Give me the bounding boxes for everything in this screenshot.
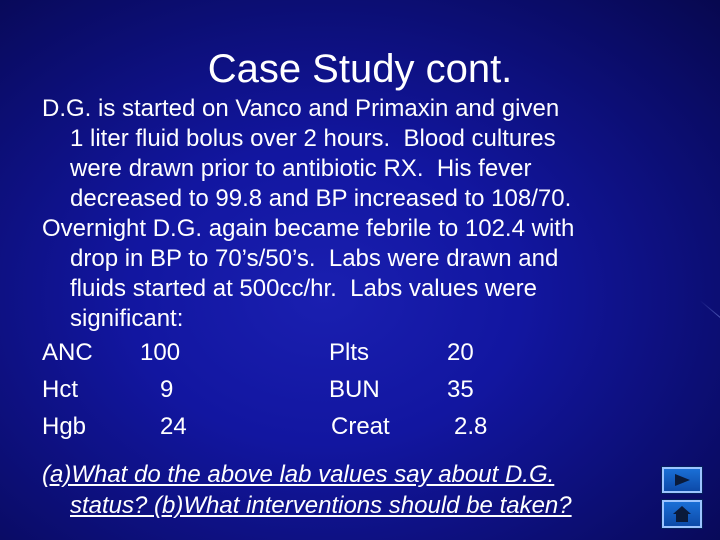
paragraph-line: 1 liter fluid bolus over 2 hours. Blood cultures [70,125,556,152]
lab-row [42,371,682,408]
paragraph-line: significant: [70,305,184,332]
paragraph-line: fluids started at 500cc/hr. Labs values were [70,275,537,302]
lab-value: 2.8 [454,413,488,440]
lab-value: 100 [140,339,181,366]
lab-name: Hgb [42,413,87,440]
paragraph-line: were drawn prior to antibiotic RX. His fever [70,155,532,182]
decorative-streak [700,300,720,326]
paragraph-line: Overnight D.G. again became febrile to 102.4 with [42,215,575,242]
discussion-question[interactable] [42,459,690,521]
paragraph-line: D.G. is started on Vanco and Primaxin and given [42,95,560,122]
lab-value: 24 [160,413,187,440]
question-line[interactable]: status? (b)What interventions should be taken? [70,492,572,519]
lab-value: 20 [447,339,474,366]
lab-name: BUN [329,376,380,403]
home-icon [670,504,694,524]
slide-title: Case Study cont. [207,47,513,91]
play-next-icon [670,472,694,488]
paragraph-overnight [42,214,682,334]
paragraph-line: decreased to 99.8 and BP increased to 108/70. [70,185,572,212]
next-slide-button[interactable] [662,467,702,493]
lab-row [42,334,682,371]
lab-value: 9 [160,376,174,403]
paragraph-line: drop in BP to 70’s/50’s. Labs were drawn and [70,245,559,272]
home-button[interactable] [662,500,702,528]
lab-name: Plts [329,339,370,366]
lab-value: 35 [447,376,474,403]
lab-values-table [42,334,682,445]
lab-name: Hct [42,376,78,403]
slide-body [42,94,682,445]
paragraph-treatment [42,94,682,214]
lab-name: ANC [42,339,93,366]
lab-row [42,408,682,445]
lab-name: Creat [331,413,390,440]
question-line[interactable]: (a)What do the above lab values say about D.G. [42,461,555,488]
